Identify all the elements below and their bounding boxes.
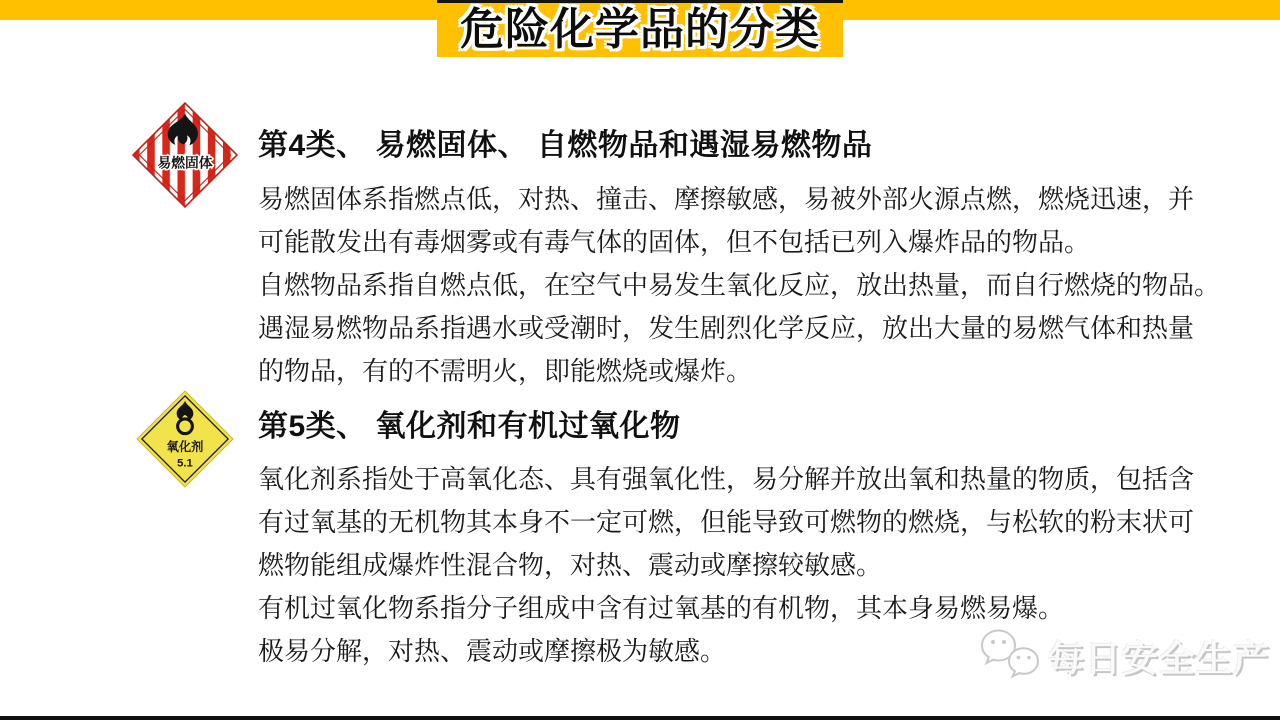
placard-label: 易燃固体: [157, 155, 213, 171]
section-class4: [258, 124, 1221, 393]
body-line: 有过氧基的无机物其本身不一定可燃，但能导致可燃物的燃烧，与松软的粉末状可: [258, 507, 1195, 537]
bottom-border-line: [0, 716, 1280, 720]
oxidizer-placard-icon: [136, 390, 234, 488]
body-line: 的物品，有的不需明火，即能燃烧或爆炸。: [258, 356, 753, 386]
wechat-logo-icon: [978, 626, 1042, 686]
section-body: [258, 178, 1221, 393]
oxidizer-placard-svg: [136, 390, 234, 488]
watermark-text: 每日安全生产: [1048, 637, 1271, 679]
section-heading: 第5类、 氧化剂和有机过氧化物: [258, 410, 681, 443]
title-banner: [437, 0, 843, 57]
page-title: 危险化学品的分类: [460, 5, 820, 54]
placard-label: 氧化剂: [166, 439, 204, 454]
body-line: 燃物能组成爆炸性混合物，对热、震动或摩擦较敏感。: [258, 550, 883, 580]
body-line: 极易分解，对热、震动或摩擦极为敏感。: [258, 636, 727, 666]
body-line: 有机过氧化物系指分子组成中含有过氧基的有机物，其本身易燃易爆。: [258, 593, 1065, 623]
body-line: 可能散发出有毒烟雾或有毒气体的固体，但不包括已列入爆炸品的物品。: [258, 227, 1091, 257]
placard-class-number: 5.1: [177, 457, 193, 470]
flammable-solid-placard-svg: [132, 102, 238, 208]
section-heading: 第4类、 易燃固体、 自燃物品和遇湿易燃物品: [258, 129, 873, 162]
body-line: 遇湿易燃物品系指遇水或受潮时，发生剧烈化学反应，放出大量的易燃气体和热量: [258, 313, 1195, 343]
flammable-solid-placard-icon: [132, 102, 238, 208]
body-line: 易燃固体系指燃点低，对热、撞击、摩擦敏感，易被外部火源点燃，燃烧迅速，并: [258, 184, 1195, 214]
body-line: 自燃物品系指自燃点低，在空气中易发生氧化反应，放出热量，而自行燃烧的物品。: [258, 270, 1221, 300]
body-line: 氧化剂系指处于高氧化态、具有强氧化性，易分解并放出氧和热量的物质，包括含: [258, 464, 1195, 494]
watermark: [978, 626, 1270, 686]
